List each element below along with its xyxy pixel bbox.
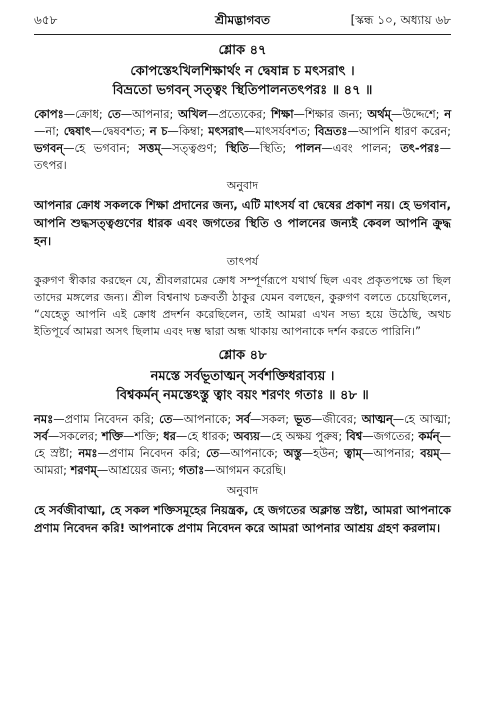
- synonym-word: অব্যয়: [233, 429, 260, 443]
- verse-line: নমস্তে সর্বভূতাত্মন্ সর্বশক্তিধরাব্যয় ।: [150, 369, 335, 384]
- synonym-meaning: —সকলের;: [47, 429, 102, 443]
- synonym-word: ত্বাম্: [344, 446, 362, 460]
- synonym-meaning: —উদ্দেশে;: [390, 107, 445, 121]
- page-header: [34, 10, 451, 32]
- synonym-meaning: —এবং পালন;: [321, 141, 401, 155]
- purport-label: তাৎপর্য: [226, 255, 259, 268]
- synonym-word: মৎসরাৎ: [208, 124, 244, 138]
- synonym-meaning: —প্রণাম নিবেদন করি;: [97, 446, 206, 460]
- synonym-word: তৎ-পরঃ: [400, 141, 440, 155]
- sloka-47-section: [34, 41, 451, 340]
- synonym-word: অখিল: [178, 107, 208, 121]
- synonym-word: তে: [159, 412, 173, 426]
- synonym-meaning: —হে আত্মা;: [392, 412, 451, 426]
- book-title: শ্রীমদ্ভাগবত: [214, 13, 271, 27]
- verse-line: বিভ্রতো ভগবন্ সত্ত্বং স্থিতিপালনতৎপরঃ ॥ ৪৭ ॥: [112, 83, 373, 98]
- chapter-reference: [স্কন্ধ ১০, অধ্যায় ৬৮: [350, 13, 451, 27]
- synonym-word: সর্ব: [236, 412, 250, 426]
- synonym-meaning: —স্থিতি;: [248, 141, 295, 155]
- synonym-word: অস্তু: [283, 446, 302, 460]
- synonym-word: নমঃ: [34, 412, 54, 426]
- synonyms: [34, 411, 451, 479]
- synonym-meaning: —আপনাকে;: [172, 412, 237, 426]
- synonym-meaning: —আমরা;: [34, 446, 452, 477]
- synonym-meaning: —সকল;: [249, 412, 294, 426]
- verse-line: বিশ্বকর্মন্ নমস্তেঽস্তু ত্বাং বয়ং শরণং গতাঃ ॥ ৪৮ ॥: [116, 388, 369, 403]
- synonym-meaning: —হে অক্ষয় পুরুষ;: [259, 429, 347, 443]
- synonym-meaning: —আপনার;: [361, 446, 421, 460]
- synonym-meaning: —সত্ত্বগুণ;: [160, 141, 226, 155]
- synonym-word: আত্মন্: [361, 412, 393, 426]
- synonym-word: ধর: [163, 429, 176, 443]
- synonym-word: অর্থম্: [367, 107, 391, 121]
- synonym-word: নমঃ: [78, 446, 98, 460]
- synonym-meaning: —দ্বেষবশত;: [90, 124, 150, 138]
- synonyms: [34, 106, 451, 174]
- synonym-meaning: —হে ভগবান;: [63, 141, 139, 155]
- synonym-meaning: —আপনার;: [120, 107, 179, 121]
- synonym-meaning: —আপনাকে;: [219, 446, 284, 460]
- synonym-word: শিক্ষা: [270, 107, 294, 121]
- synonym-meaning: —হে স্রষ্টা;: [34, 429, 451, 460]
- synonym-meaning: —প্রত্যেকের;: [207, 107, 271, 121]
- page-number: ৬৫৮: [34, 13, 58, 27]
- synonym-meaning: —জীবের;: [311, 412, 362, 426]
- sloka-heading: শ্লোক ৪৮: [218, 348, 267, 363]
- synonym-meaning: —মাৎসর্যবশত;: [243, 124, 315, 138]
- synonym-word: ন চ: [149, 124, 168, 138]
- synonym-word: বিশ্ব: [346, 429, 363, 443]
- translation: হে সর্বজীবাত্মা, হে সকল শক্তিসমূহের নিয়ন্ত্রক, হে জগতের অক্লান্ত স্রষ্টা, আমরা আপনাকে প্রণাম নিবেদন করি! আপনাকে প্রণাম নিবেদন করে আমরা আপনার আশ্রয় গ্রহণ করলাম।: [34, 503, 451, 535]
- sloka-heading: শ্লোক ৪৭: [218, 43, 267, 58]
- synonym-word: তে: [205, 446, 220, 460]
- synonym-word: পালন: [294, 141, 322, 155]
- synonym-word: ন: [444, 107, 452, 121]
- synonym-meaning: —শক্তি;: [122, 429, 164, 443]
- synonym-meaning: —কিম্বা;: [167, 124, 209, 138]
- sloka-48-section: [34, 346, 451, 537]
- synonym-meaning: —আপনি ধারণ করেন;: [347, 124, 452, 138]
- synonym-word: সত্তম্: [138, 141, 161, 155]
- synonym-word: স্থিতি: [225, 141, 249, 155]
- synonym-meaning: —প্রণাম নিবেদন করি;: [53, 412, 160, 426]
- synonym-meaning: —হউন;: [301, 446, 345, 460]
- synonym-meaning: —না;: [34, 124, 64, 138]
- synonym-word: ভগবন্: [34, 141, 64, 155]
- synonym-word: কোপঃ: [34, 107, 64, 121]
- synonym-word: সর্ব: [34, 429, 48, 443]
- synonym-word: গতাঃ: [178, 463, 205, 477]
- synonym-word: শক্তি: [101, 429, 123, 443]
- synonym-word: বয়ম্: [420, 446, 440, 460]
- header-divider: [34, 34, 451, 35]
- synonym-word: কর্মন্: [418, 429, 440, 443]
- synonym-meaning: —আশ্রয়ের জন্য;: [96, 463, 179, 477]
- synonym-word: শরণম্: [70, 463, 97, 477]
- synonym-word: ভূত: [293, 412, 312, 426]
- synonym-meaning: —ক্রোধ;: [63, 107, 108, 121]
- synonym-meaning: —তৎপর।: [34, 141, 452, 172]
- translation-label: অনুবাদ: [226, 179, 259, 192]
- synonym-meaning: —হে ধারক;: [175, 429, 234, 443]
- verse-line: কোপস্তেঽখিলশিক্ষার্থং ন দ্বেষান্ন চ মৎসরাৎ ।: [130, 64, 355, 79]
- synonym-meaning: —জগতের;: [362, 429, 419, 443]
- purport: কুরুগণ স্বীকার করছেন যে, শ্রীবলরামের ক্রোধ সম্পূর্ণরূপে যথার্থ ছিল এবং প্রকৃতপক্ষে তা ছিল তাদের মঙ্গলের জন্য। শ্রীল বিশ্বনাথ চক্রবর্তী ঠাকুর যেমন বলছেন, কুরুগণ বলতে চেয়েছিলেন, “যেহেতু আপনি এই ক্রোধ প্রদর্শন করেছিলেন, তাই আমরা এখন সভ্য হয়ে উঠেছি, অথচ ইতিপূর্বে আমরা অসৎ ছিলাম এবং দম্ভ দ্বারা অন্ধ থাকায় আপনাকে দর্শন করতে পারিনি।”: [34, 274, 451, 338]
- translation-label: অনুবাদ: [226, 484, 259, 497]
- synonym-word: বিভ্রতঃ: [314, 124, 348, 138]
- synonym-meaning: —শিক্ষার জন্য;: [293, 107, 368, 121]
- synonym-word: দ্বেষাৎ: [63, 124, 91, 138]
- synonym-meaning: —আগমন করেছি।: [204, 463, 287, 477]
- synonym-word: তে: [107, 107, 121, 121]
- translation: আপনার ক্রোধ সকলকে শিক্ষা প্রদানের জন্য, এটি মাৎসর্য বা দ্বেষের প্রকাশ নয়। হে ভগবান, আপনি শুদ্ধসত্ত্বগুণের ধারক এবং জগতের স্থিতি ও পালনের জন্যই কেবল আপনি ক্রুদ্ধ হন।: [34, 198, 451, 248]
